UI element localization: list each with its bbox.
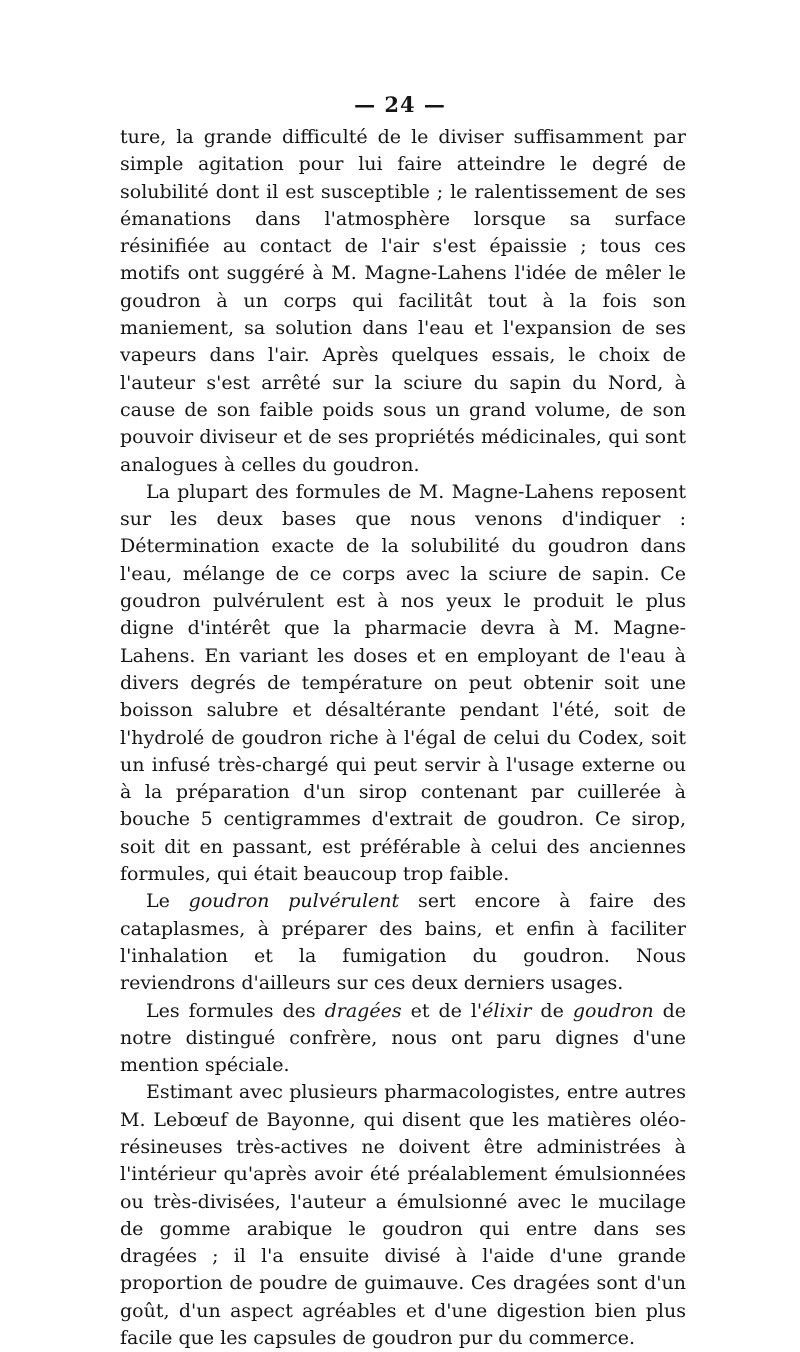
italic-term-goudron-pulverulent: goudron pulvérulent (188, 890, 400, 913)
italic-term-dragees: dragées (324, 999, 402, 1022)
italic-term-goudron: goudron (572, 999, 654, 1022)
paragraph-3-lead: Le (146, 890, 189, 913)
paragraph-3-rest: sert encore à faire des cataplasmes, à préparer des bains, et enfin à faciliter l'inhalation et la fumigation du goudron. Nous reviendrons d'ailleurs sur ces deux derniers usages. (120, 890, 687, 995)
paragraph-2: La plupart des formules de M. Magne-Lahens reposent sur les deux bases que nous venons d'indiquer : Détermination exacte de la solubilité du goudron dans l'eau, mélange de ce corps avec la sciure de sapin. Ce goudron pulvérulent est à nos yeux le produit le plus digne d'intérêt que la pharmacie devra à M. Magne-Lahens. En variant les doses et en employant de l'eau à divers degrés de température on peut obtenir soit une boisson salubre et désaltérante pendant l'été, soit de l'hydrolé de goudron riche à l'égal de celui du Codex, soit un infusé très-chargé qui peut servir à l'usage externe ou à la préparation d'un sirop contenant par cuillerée à bouche 5 centigrammes d'extrait de goudron. Ce sirop, soit dit en passant, est préférable à celui des anciennes formules, qui était beaucoup trop faible. (120, 480, 686, 886)
italic-term-elixir: élixir (482, 999, 532, 1022)
paragraph-5: Estimant avec plusieurs pharmacologistes, entre autres M. Lebœuf de Bayonne, qui disent que les matières oléo-résineuses très-actives ne doivent être administrées à l'intérieur qu'après avoir été préalablement émulsionnées ou très-divisées, l'auteur a émulsionné avec le mucilage de gomme arabique le goudron qui entre dans ses dragées ; il l'a ensuite divisé à l'aide d'une grande proportion de poudre de guimauve. Ces dragées sont d'un goût, d'un aspect agréables et d'une digestion bien plus facile que les capsules de goudron pur du commerce. (120, 1081, 686, 1350)
paragraph-4-mid-2: de (531, 999, 573, 1022)
paragraph-4-lead: Les formules des (146, 999, 325, 1022)
paragraph-4-mid-1: et de l' (401, 999, 483, 1022)
paragraph-3 (120, 888, 686, 997)
paragraph-1: ture, la grande difficulté de le diviser suffisamment par simple agitation pour lui faire atteindre le degré de solubilité dont il est susceptible ; le ralentissement de ses émanations dans l'atmosphère lorsque sa surface résinifiée au contact de l'air s'est épaissie ; tous ces motifs ont suggéré à M. Magne-Lahens l'idée de mêler le goudron à un corps qui facilitât tout à la fois son maniement, sa solution dans l'eau et l'expansion de ses vapeurs dans l'air. Après quelques essais, le choix de l'auteur s'est arrêté sur la sciure du sapin du Nord, à cause de son faible poids sous un grand volume, de son pouvoir diviseur et de ses propriétés médicinales, qui sont analogues à celles du goudron. (120, 126, 686, 476)
body-text (120, 124, 686, 1352)
page-number: — 24 — (354, 92, 446, 117)
paragraph-4-rest: de notre distingué confrère, nous ont paru dignes d'une mention spéciale. (120, 999, 686, 1077)
paragraph-4 (120, 998, 686, 1080)
